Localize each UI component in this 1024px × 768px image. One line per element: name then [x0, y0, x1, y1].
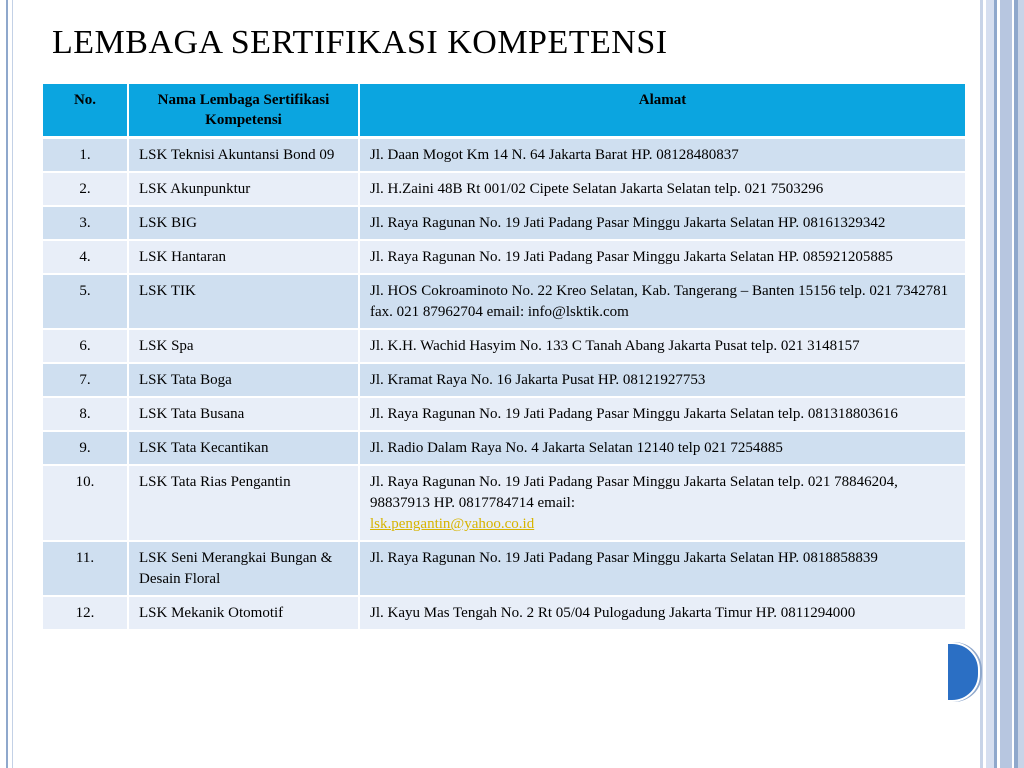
table-row	[43, 596, 965, 630]
row-no: 9.	[43, 431, 128, 465]
row-address: Jl. Raya Ragunan No. 19 Jati Padang Pasar Minggu Jakarta Selatan telp. 081318803616	[359, 397, 965, 431]
slide-title: LEMBAGA SERTIFIKASI KOMPETENSI	[52, 24, 668, 61]
row-no: 2.	[43, 172, 128, 206]
row-no: 8.	[43, 397, 128, 431]
row-no: 5.	[43, 274, 128, 329]
table-row	[43, 465, 965, 541]
row-no: 4.	[43, 240, 128, 274]
header-row	[43, 84, 965, 138]
row-name: LSK Teknisi Akuntansi Bond 09	[128, 138, 359, 173]
row-address: Jl. Kramat Raya No. 16 Jakarta Pusat HP. 08121927753	[359, 363, 965, 397]
right-decor-band	[980, 0, 983, 768]
row-no: 7.	[43, 363, 128, 397]
row-no: 1.	[43, 138, 128, 173]
row-no: 10.	[43, 465, 128, 541]
right-decor-band	[986, 0, 994, 768]
right-decor-band	[994, 0, 997, 768]
row-address: Jl. Radio Dalam Raya No. 4 Jakarta Selatan 12140 telp 021 7254885	[359, 431, 965, 465]
row-name: LSK Tata Boga	[128, 363, 359, 397]
row-name: LSK Akunpunktur	[128, 172, 359, 206]
row-name: LSK BIG	[128, 206, 359, 240]
row-name: LSK Tata Rias Pengantin	[128, 465, 359, 541]
lsk-table-container	[43, 84, 965, 631]
table-row	[43, 206, 965, 240]
row-name: LSK Hantaran	[128, 240, 359, 274]
table-row	[43, 138, 965, 173]
decorative-half-circle	[946, 642, 980, 702]
row-address	[359, 465, 965, 541]
row-address: Jl. Raya Ragunan No. 19 Jati Padang Pasar Minggu Jakarta Selatan HP. 0818858839	[359, 541, 965, 596]
left-border-line	[6, 0, 8, 768]
table-row	[43, 329, 965, 363]
table-body	[43, 138, 965, 631]
row-address: Jl. Daan Mogot Km 14 N. 64 Jakarta Barat HP. 08128480837	[359, 138, 965, 173]
table-row	[43, 274, 965, 329]
table-row	[43, 363, 965, 397]
row-name: LSK TIK	[128, 274, 359, 329]
row-name: LSK Seni Merangkai Bungan & Desain Floral	[128, 541, 359, 596]
row-no: 11.	[43, 541, 128, 596]
row-no: 12.	[43, 596, 128, 630]
table-row	[43, 431, 965, 465]
row-name: LSK Mekanik Otomotif	[128, 596, 359, 630]
table-row	[43, 172, 965, 206]
row-address: Jl. H.Zaini 48B Rt 001/02 Cipete Selatan Jakarta Selatan telp. 021 7503296	[359, 172, 965, 206]
row-address-text: Jl. Raya Ragunan No. 19 Jati Padang Pasar Minggu Jakarta Selatan telp. 021 78846204, 98837913 HP. 0817784714 email:	[370, 474, 898, 511]
row-address: Jl. K.H. Wachid Hasyim No. 133 C Tanah Abang Jakarta Pusat telp. 021 3148157	[359, 329, 965, 363]
row-name: LSK Tata Kecantikan	[128, 431, 359, 465]
row-no: 6.	[43, 329, 128, 363]
row-name: LSK Spa	[128, 329, 359, 363]
email-link[interactable]: lsk.pengantin@yahoo.co.id	[370, 516, 535, 532]
table-row	[43, 240, 965, 274]
row-address: Jl. Raya Ragunan No. 19 Jati Padang Pasar Minggu Jakarta Selatan HP. 08161329342	[359, 206, 965, 240]
right-decor-band	[1018, 0, 1024, 768]
right-decor-band	[1000, 0, 1012, 768]
left-border-line-thin	[12, 0, 13, 768]
header-name: Nama Lembaga Sertifikasi Kompetensi	[128, 84, 359, 138]
row-name: LSK Tata Busana	[128, 397, 359, 431]
header-no: No.	[43, 84, 128, 138]
row-no: 3.	[43, 206, 128, 240]
lsk-table	[43, 84, 965, 631]
row-address: Jl. HOS Cokroaminoto No. 22 Kreo Selatan, Kab. Tangerang – Banten 15156 telp. 021 7342781 fax. 021 87962704 email: info@lsktik.com	[359, 274, 965, 329]
row-address: Jl. Raya Ragunan No. 19 Jati Padang Pasar Minggu Jakarta Selatan HP. 085921205885	[359, 240, 965, 274]
table-row	[43, 397, 965, 431]
row-address: Jl. Kayu Mas Tengah No. 2 Rt 05/04 Pulogadung Jakarta Timur HP. 0811294000	[359, 596, 965, 630]
table-header	[43, 84, 965, 138]
table-row	[43, 541, 965, 596]
header-address: Alamat	[359, 84, 965, 138]
